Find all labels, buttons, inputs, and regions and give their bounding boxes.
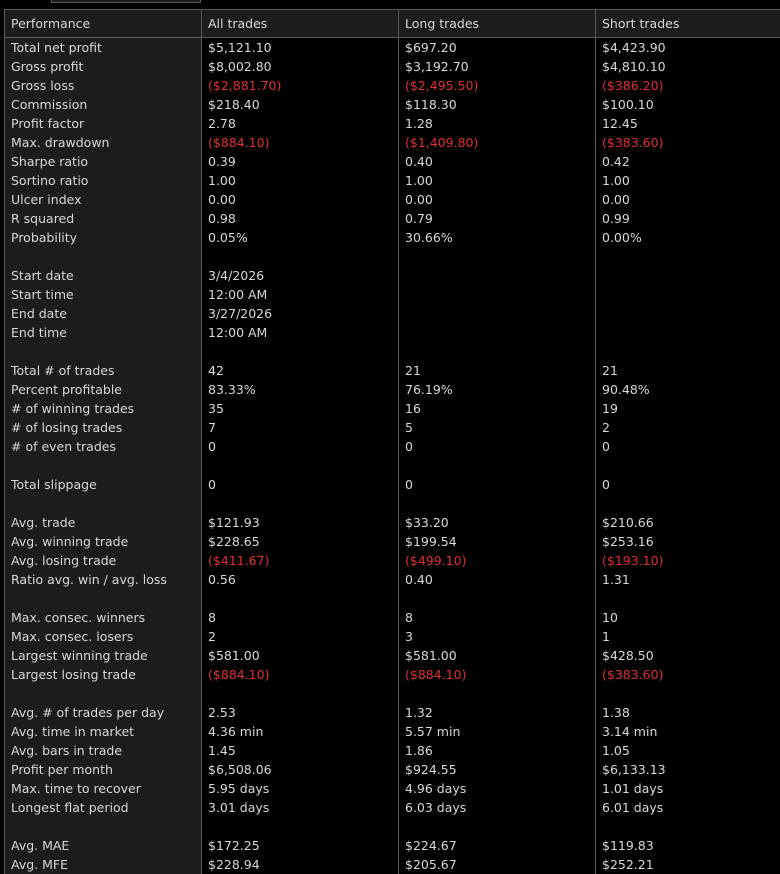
cell-short-trades: 0.99 [595, 209, 780, 228]
row-label [4, 342, 201, 361]
row-label: Longest flat period [4, 798, 201, 817]
row-label: Avg. MFE [4, 855, 201, 874]
row-label: Max. time to recover [4, 779, 201, 798]
cell-long-trades: 76.19% [398, 380, 595, 399]
cell-all-trades: 4.36 min [201, 722, 398, 741]
cell-all-trades: $228.94 [201, 855, 398, 874]
table-row [4, 171, 780, 190]
table-row [4, 304, 780, 323]
row-label: Start date [4, 266, 201, 285]
cell-all-trades: 0.56 [201, 570, 398, 589]
cell-all-trades: ($2,881.70) [201, 76, 398, 95]
cell-short-trades [595, 247, 780, 266]
cell-short-trades [595, 304, 780, 323]
cell-all-trades: 2.78 [201, 114, 398, 133]
cell-short-trades [595, 494, 780, 513]
cell-short-trades [595, 817, 780, 836]
cell-long-trades: $224.67 [398, 836, 595, 855]
table-row [4, 665, 780, 684]
cell-short-trades: 1.00 [595, 171, 780, 190]
row-label: Avg. time in market [4, 722, 201, 741]
row-label [4, 817, 201, 836]
cell-long-trades: 30.66% [398, 228, 595, 247]
cell-all-trades: $6,508.06 [201, 760, 398, 779]
cell-long-trades: 21 [398, 361, 595, 380]
cell-all-trades [201, 589, 398, 608]
table-row [4, 380, 780, 399]
cell-all-trades: 8 [201, 608, 398, 627]
cell-all-trades: 12:00 AM [201, 285, 398, 304]
row-label [4, 456, 201, 475]
table-row [4, 741, 780, 760]
cell-all-trades: 0.39 [201, 152, 398, 171]
row-label: Avg. losing trade [4, 551, 201, 570]
table-row [4, 627, 780, 646]
cell-long-trades: $199.54 [398, 532, 595, 551]
row-label: Avg. MAE [4, 836, 201, 855]
header-long-trades[interactable]: Long trades [398, 10, 595, 37]
table-row [4, 152, 780, 171]
cell-short-trades: 0.00 [595, 190, 780, 209]
cell-all-trades: 0.05% [201, 228, 398, 247]
cell-short-trades [595, 342, 780, 361]
cell-long-trades: 6.03 days [398, 798, 595, 817]
cell-long-trades: $697.20 [398, 38, 595, 57]
top-tab[interactable] [51, 0, 201, 3]
grid-body [4, 38, 780, 874]
cell-all-trades: $5,121.10 [201, 38, 398, 57]
cell-all-trades: 0 [201, 475, 398, 494]
row-label: # of losing trades [4, 418, 201, 437]
header-short-trades[interactable]: Short trades [595, 10, 780, 37]
table-row [4, 798, 780, 817]
cell-short-trades: $6,133.13 [595, 760, 780, 779]
table-row [4, 608, 780, 627]
cell-all-trades: 42 [201, 361, 398, 380]
row-label [4, 589, 201, 608]
row-label: Largest losing trade [4, 665, 201, 684]
table-row [4, 57, 780, 76]
row-label: Percent profitable [4, 380, 201, 399]
row-label [4, 247, 201, 266]
table-row [4, 114, 780, 133]
cell-short-trades: 1.31 [595, 570, 780, 589]
cell-long-trades: ($884.10) [398, 665, 595, 684]
cell-short-trades [595, 456, 780, 475]
table-row [4, 190, 780, 209]
cell-long-trades: 4.96 days [398, 779, 595, 798]
table-row [4, 722, 780, 741]
cell-all-trades: $8,002.80 [201, 57, 398, 76]
table-row [4, 513, 780, 532]
row-label: # of winning trades [4, 399, 201, 418]
cell-all-trades [201, 817, 398, 836]
table-row [4, 475, 780, 494]
cell-all-trades [201, 247, 398, 266]
cell-long-trades [398, 684, 595, 703]
cell-all-trades: 1.45 [201, 741, 398, 760]
cell-all-trades: 3/27/2026 [201, 304, 398, 323]
cell-long-trades: 1.28 [398, 114, 595, 133]
cell-all-trades: 7 [201, 418, 398, 437]
row-label: Avg. trade [4, 513, 201, 532]
cell-all-trades: ($411.67) [201, 551, 398, 570]
cell-long-trades [398, 323, 595, 342]
cell-long-trades: 0.00 [398, 190, 595, 209]
cell-all-trades [201, 342, 398, 361]
spacer-row [4, 342, 780, 361]
row-label: R squared [4, 209, 201, 228]
cell-short-trades: ($386.20) [595, 76, 780, 95]
row-label: Total # of trades [4, 361, 201, 380]
table-row [4, 95, 780, 114]
cell-all-trades: 0.00 [201, 190, 398, 209]
cell-short-trades: $210.66 [595, 513, 780, 532]
cell-long-trades: 8 [398, 608, 595, 627]
cell-short-trades: $428.50 [595, 646, 780, 665]
table-row [4, 285, 780, 304]
cell-long-trades: $33.20 [398, 513, 595, 532]
cell-long-trades [398, 266, 595, 285]
row-label: Max. drawdown [4, 133, 201, 152]
table-row [4, 323, 780, 342]
cell-short-trades: $4,810.10 [595, 57, 780, 76]
table-row [4, 418, 780, 437]
cell-all-trades: $172.25 [201, 836, 398, 855]
cell-long-trades: ($2,495.50) [398, 76, 595, 95]
cell-short-trades: ($383.60) [595, 665, 780, 684]
cell-all-trades [201, 684, 398, 703]
cell-short-trades: 90.48% [595, 380, 780, 399]
table-row [4, 228, 780, 247]
cell-all-trades: 5.95 days [201, 779, 398, 798]
cell-long-trades [398, 247, 595, 266]
cell-long-trades: 1.86 [398, 741, 595, 760]
row-label: Avg. bars in trade [4, 741, 201, 760]
row-label: Total slippage [4, 475, 201, 494]
cell-long-trades [398, 342, 595, 361]
row-label: Gross loss [4, 76, 201, 95]
row-label: Profit factor [4, 114, 201, 133]
row-label: Sharpe ratio [4, 152, 201, 171]
row-label: End time [4, 323, 201, 342]
cell-short-trades: ($383.60) [595, 133, 780, 152]
cell-long-trades [398, 304, 595, 323]
spacer-row [4, 247, 780, 266]
spacer-row [4, 817, 780, 836]
cell-short-trades: 21 [595, 361, 780, 380]
row-label [4, 684, 201, 703]
row-label: Gross profit [4, 57, 201, 76]
table-row [4, 133, 780, 152]
spacer-row [4, 684, 780, 703]
row-label: Avg. winning trade [4, 532, 201, 551]
row-label [4, 494, 201, 513]
cell-short-trades: 6.01 days [595, 798, 780, 817]
cell-short-trades: ($193.10) [595, 551, 780, 570]
cell-long-trades: 0.40 [398, 152, 595, 171]
cell-all-trades: 12:00 AM [201, 323, 398, 342]
table-row [4, 855, 780, 874]
cell-all-trades: $218.40 [201, 95, 398, 114]
cell-long-trades: 5.57 min [398, 722, 595, 741]
cell-all-trades: 83.33% [201, 380, 398, 399]
cell-long-trades [398, 456, 595, 475]
table-row [4, 646, 780, 665]
header-all-trades[interactable]: All trades [201, 10, 398, 37]
row-label: Start time [4, 285, 201, 304]
cell-long-trades: $118.30 [398, 95, 595, 114]
row-label: Largest winning trade [4, 646, 201, 665]
cell-all-trades: ($884.10) [201, 665, 398, 684]
table-row [4, 532, 780, 551]
row-label: Probability [4, 228, 201, 247]
cell-all-trades [201, 494, 398, 513]
row-label: Max. consec. winners [4, 608, 201, 627]
cell-long-trades: $924.55 [398, 760, 595, 779]
cell-short-trades: $4,423.90 [595, 38, 780, 57]
cell-short-trades: 1.01 days [595, 779, 780, 798]
row-label: Ulcer index [4, 190, 201, 209]
row-label: Ratio avg. win / avg. loss [4, 570, 201, 589]
cell-all-trades: 0 [201, 437, 398, 456]
cell-short-trades: 1.05 [595, 741, 780, 760]
row-label: Commission [4, 95, 201, 114]
cell-all-trades: 0.98 [201, 209, 398, 228]
table-row [4, 570, 780, 589]
cell-all-trades [201, 456, 398, 475]
cell-long-trades: 16 [398, 399, 595, 418]
cell-short-trades: 12.45 [595, 114, 780, 133]
cell-short-trades [595, 589, 780, 608]
table-row [4, 551, 780, 570]
cell-long-trades: 0.40 [398, 570, 595, 589]
cell-long-trades [398, 494, 595, 513]
cell-long-trades: 0.79 [398, 209, 595, 228]
cell-short-trades: $253.16 [595, 532, 780, 551]
cell-all-trades: $228.65 [201, 532, 398, 551]
cell-short-trades: 2 [595, 418, 780, 437]
cell-all-trades: $121.93 [201, 513, 398, 532]
row-label: End date [4, 304, 201, 323]
spacer-row [4, 456, 780, 475]
cell-all-trades: 3.01 days [201, 798, 398, 817]
table-row [4, 437, 780, 456]
cell-short-trades: 0.42 [595, 152, 780, 171]
table-row [4, 760, 780, 779]
grid-header [4, 10, 780, 38]
cell-long-trades [398, 285, 595, 304]
table-row [4, 361, 780, 380]
row-label: # of even trades [4, 437, 201, 456]
row-label: Total net profit [4, 38, 201, 57]
spacer-row [4, 589, 780, 608]
cell-long-trades [398, 817, 595, 836]
table-row [4, 76, 780, 95]
cell-long-trades: 5 [398, 418, 595, 437]
cell-all-trades: 35 [201, 399, 398, 418]
cell-long-trades [398, 589, 595, 608]
table-row [4, 38, 780, 57]
cell-all-trades: 2.53 [201, 703, 398, 722]
row-label: Sortino ratio [4, 171, 201, 190]
cell-short-trades: 10 [595, 608, 780, 627]
cell-long-trades: 1.32 [398, 703, 595, 722]
cell-long-trades: $205.67 [398, 855, 595, 874]
cell-short-trades [595, 684, 780, 703]
table-row [4, 209, 780, 228]
cell-short-trades: $119.83 [595, 836, 780, 855]
performance-grid [4, 9, 780, 874]
cell-short-trades: 1.38 [595, 703, 780, 722]
header-performance[interactable]: Performance [4, 10, 201, 37]
cell-short-trades: $252.21 [595, 855, 780, 874]
cell-long-trades: 0 [398, 475, 595, 494]
cell-short-trades: $100.10 [595, 95, 780, 114]
cell-long-trades: 3 [398, 627, 595, 646]
cell-short-trades: 3.14 min [595, 722, 780, 741]
table-row [4, 703, 780, 722]
spacer-row [4, 494, 780, 513]
cell-long-trades: ($499.10) [398, 551, 595, 570]
cell-short-trades: 0 [595, 475, 780, 494]
cell-short-trades [595, 323, 780, 342]
cell-long-trades: ($1,409.80) [398, 133, 595, 152]
cell-short-trades: 19 [595, 399, 780, 418]
cell-short-trades: 1 [595, 627, 780, 646]
cell-short-trades [595, 285, 780, 304]
cell-short-trades: 0.00% [595, 228, 780, 247]
row-label: Avg. # of trades per day [4, 703, 201, 722]
cell-long-trades: $3,192.70 [398, 57, 595, 76]
cell-long-trades: $581.00 [398, 646, 595, 665]
row-label: Profit per month [4, 760, 201, 779]
cell-long-trades: 1.00 [398, 171, 595, 190]
cell-short-trades: 0 [595, 437, 780, 456]
table-row [4, 399, 780, 418]
cell-all-trades: 3/4/2026 [201, 266, 398, 285]
table-row [4, 266, 780, 285]
table-row [4, 779, 780, 798]
cell-all-trades: ($884.10) [201, 133, 398, 152]
cell-short-trades [595, 266, 780, 285]
cell-long-trades: 0 [398, 437, 595, 456]
table-row [4, 836, 780, 855]
cell-all-trades: 1.00 [201, 171, 398, 190]
cell-all-trades: $581.00 [201, 646, 398, 665]
row-label: Max. consec. losers [4, 627, 201, 646]
cell-all-trades: 2 [201, 627, 398, 646]
